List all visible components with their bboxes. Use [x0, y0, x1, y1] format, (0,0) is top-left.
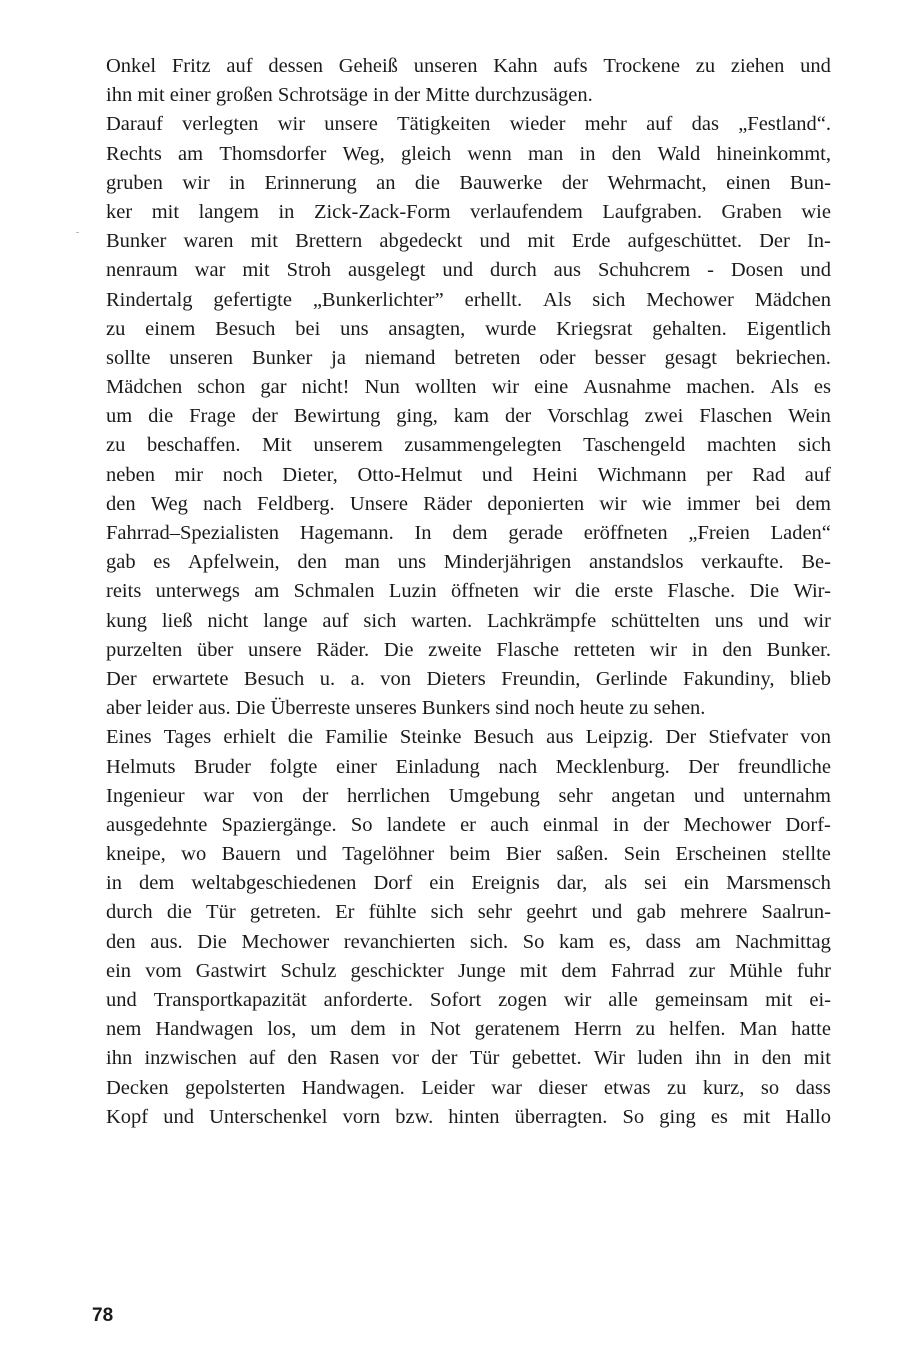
body-text — [106, 52, 831, 1132]
text-line: Mädchen schon gar nicht! Nun wollten wir eine Ausnahme machen. Als es — [106, 376, 831, 399]
text-line: gruben wir in Erinnerung an die Bauwerke der Wehrmacht, einen Bun- — [106, 171, 831, 194]
text-line: zu beschaffen. Mit unserem zusammengelegten Taschengeld machten sich — [106, 434, 831, 457]
text-line: Rechts am Thomsdorfer Weg, gleich wenn man in den Wald hineinkommt, — [106, 142, 831, 165]
text-line: durch die Tür getreten. Er fühlte sich sehr geehrt und gab mehrere Saalrun- — [106, 901, 831, 924]
text-line: Der erwartete Besuch u. a. von Dieters Freundin, Gerlinde Fakundiny, blieb — [106, 667, 831, 690]
text-line: ein vom Gastwirt Schulz geschickter Junge mit dem Fahrrad zur Mühle fuhr — [106, 959, 831, 982]
text-line: Darauf verlegten wir unsere Tätigkeiten wieder mehr auf das „Festland“. — [106, 113, 831, 136]
text-line: den aus. Die Mechower revanchierten sich. So kam es, dass am Nachmittag — [106, 930, 831, 953]
text-line: reits unterwegs am Schmalen Luzin öffneten wir die erste Flasche. Die Wir- — [106, 580, 831, 603]
text-line: Bunker waren mit Brettern abgedeckt und mit Erde aufgeschüttet. Der In- — [106, 230, 831, 253]
text-line: neben mir noch Dieter, Otto-Helmut und Heini Wichmann per Rad auf — [106, 463, 831, 486]
text-line: nem Handwagen los, um dem in Not geratenem Herrn zu helfen. Man hatte — [106, 1018, 831, 1041]
text-line: sollte unseren Bunker ja niemand betreten oder besser gesagt bekriechen. — [106, 346, 831, 369]
text-line: kneipe, wo Bauern und Tagelöhner beim Bier saßen. Sein Erscheinen stellte — [106, 843, 831, 866]
text-line: ihn inzwischen auf den Rasen vor der Tür gebettet. Wir luden ihn in den mit — [106, 1047, 831, 1070]
text-line: Onkel Fritz auf dessen Geheiß unseren Kahn aufs Trockene zu ziehen und — [106, 55, 831, 77]
text-line: Ingenieur war von der herrlichen Umgebung sehr angetan und unternahm — [106, 784, 831, 807]
text-line: gab es Apfelwein, den man uns Minderjährigen anstandslos verkaufte. Be- — [106, 551, 831, 574]
text-line: kung ließ nicht lange auf sich warten. Lachkrämpfe schüttelten uns und wir — [106, 609, 831, 632]
text-line: den Weg nach Feldberg. Unsere Räder deponierten wir wie immer bei dem — [106, 492, 831, 515]
text-line: Fahrrad–Spezialisten Hagemann. In dem gerade eröffneten „Freien Laden“ — [106, 522, 831, 544]
text-line: purzelten über unsere Räder. Die zweite Flasche retteten wir in den Bunker. — [106, 638, 831, 661]
text-line: Decken gepolsterten Handwagen. Leider war dieser etwas zu kurz, so dass — [106, 1076, 831, 1099]
page-number: 78 — [92, 1305, 114, 1326]
text-line: nenraum war mit Stroh ausgelegt und durch aus Schuhcrem - Dosen und — [106, 259, 831, 282]
scan-speck — [76, 232, 79, 233]
text-line: ihn mit einer großen Schrotsäge in der Mitte durchzusägen. — [106, 84, 593, 107]
text-line: ausgedehnte Spaziergänge. So landete er auch einmal in der Mechower Dorf- — [106, 813, 831, 836]
text-line: aber leider aus. Die Überreste unseres Bunkers sind noch heute zu sehen. — [106, 697, 706, 720]
text-line: in dem weltabgeschiedenen Dorf ein Ereignis dar, als sei ein Marsmensch — [106, 872, 831, 895]
text-line: Kopf und Unterschenkel vorn bzw. hinten überragten. So ging es mit Hallo — [106, 1105, 831, 1128]
text-line: Rindertalg gefertigte „Bunkerlichter” erhellt. Als sich Mechower Mädchen — [106, 288, 831, 311]
text-line: um die Frage der Bewirtung ging, kam der Vorschlag zwei Flaschen Wein — [106, 405, 831, 428]
text-line: Helmuts Bruder folgte einer Einladung nach Mecklenburg. Der freundliche — [106, 755, 831, 778]
text-line: zu einem Besuch bei uns ansagten, wurde Kriegsrat gehalten. Eigentlich — [106, 317, 831, 340]
text-line: ker mit langem in Zick-Zack-Form verlaufendem Laufgraben. Graben wie — [106, 200, 831, 223]
text-line: Eines Tages erhielt die Familie Steinke Besuch aus Leipzig. Der Stiefvater von — [106, 726, 831, 749]
text-line: und Transportkapazität anforderte. Sofort zogen wir alle gemeinsam mit ei- — [106, 989, 831, 1011]
